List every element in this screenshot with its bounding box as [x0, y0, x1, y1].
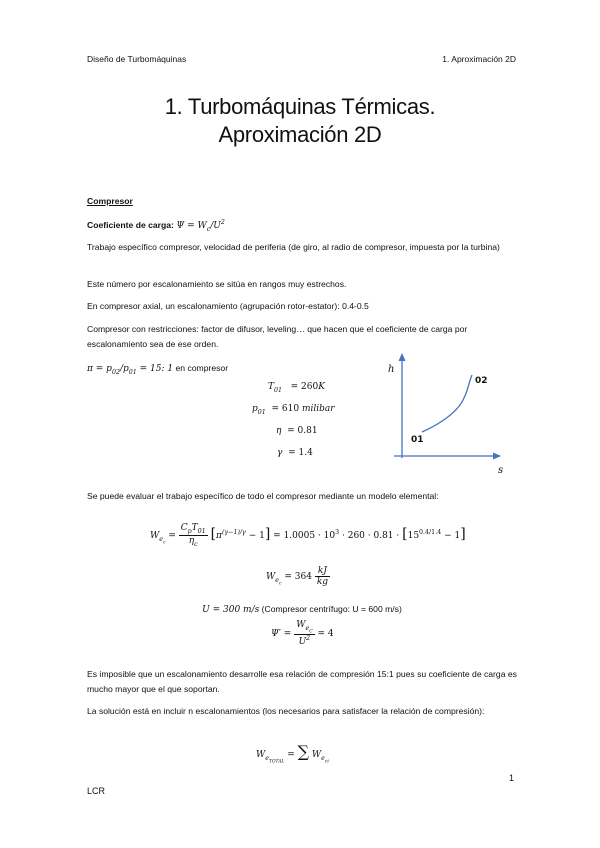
paragraph-8: La solución está en incluir n escalonamientos (los necesarios para satisfacer la relación de compresión):: [87, 706, 485, 716]
state-02-label: 02: [475, 376, 488, 386]
h-s-diagram: [388, 350, 518, 478]
page-number: 1: [509, 773, 515, 783]
paragraph-7: Es imposible que un escalonamiento desarrolle esa relación de compresión 15:1 pues su coeficiente de carga es mucho mayor que el que soportan.: [87, 669, 517, 694]
compression-curve: [422, 375, 472, 432]
work-result-value: = 364: [284, 572, 312, 582]
given-p01: $p_{01} = 610$ milibar: [252, 404, 335, 416]
paragraph-1: Trabajo específico compresor, velocidad de periferia (de giro, al radio de compresor, impuesta por la turbina): [87, 242, 500, 252]
footer-author: LCR: [87, 786, 106, 796]
header-right: 1. Aproximación 2D: [442, 54, 516, 64]
load-coefficient-label: Coeficiente de carga:: [87, 220, 174, 230]
paragraph-6: Se puede evaluar el trabajo específico de todo el compresor mediante un modelo elemental:: [87, 491, 439, 501]
h-axis-label: h: [388, 364, 395, 375]
total-work-equation: $W_{e_{TOTAL}}$ = ∑ $W_{e_{ci}}$: [256, 742, 329, 765]
given-eta: η = 0.81: [276, 426, 318, 436]
s-axis-label: s: [498, 465, 504, 476]
given-gamma: γ = 1.4: [277, 448, 313, 458]
work-fraction: $\frac{C_pT_{01}}{\eta_c}$: [180, 523, 206, 548]
header-left: Diseño de Turbomáquinas: [87, 54, 187, 64]
paragraph-4: Compresor con restricciones: factor de difusor, leveling… que hacen que el coeficiente de carga por escalonamiento sea de ese orden.: [87, 324, 468, 349]
page-title-line2: Aproximación 2D: [218, 122, 382, 147]
state-01-label: 01: [411, 435, 424, 445]
load-coefficient-value: = 4: [317, 629, 334, 640]
load-coefficient-line: [87, 216, 517, 237]
work-rhs-a: = 1.0005 · 10: [273, 530, 336, 541]
velocity-line: [87, 602, 517, 618]
load-coefficient-formula: $\Psi = W_c/U^2$: [176, 219, 225, 233]
paragraph-2: Este número por escalonamiento se sitúa en rangos muy estrechos.: [87, 279, 347, 289]
h-axis-arrow: [399, 353, 406, 361]
work-rhs-exp: 3: [335, 528, 340, 536]
paragraph-3: En compresor axial, un escalonamiento (agrupación rotor-estator): 0.4-0.5: [87, 301, 369, 311]
velocity-note: (Compresor centrífugo: U = 600 m/s): [261, 604, 402, 614]
work-equation: $W_{e_c}$ = $\frac{C_pT_{01}}{\eta_c}$ $[\pi^{(\gamma-1)/\gamma} - 1] = 1.0005 \cdot 10^3 \cdot 260 \cdot 0.81 \cdot [15^{0.4/1.4} - 1]$: [150, 523, 466, 548]
work-result-unit: $\frac{kJ}{kg}$: [316, 566, 329, 587]
section-heading: Compresor: [87, 196, 133, 206]
velocity-value: U = 300 m/s: [202, 605, 260, 615]
load-coefficient-fraction: $\frac{W_{e_C}}{U^2}$: [296, 620, 313, 648]
page-title-line1: 1. Turbomáquinas Térmicas.: [164, 94, 436, 119]
pressure-ratio-suffix: en compresor: [175, 363, 229, 373]
s-axis-arrow: [493, 453, 501, 460]
pressure-ratio-formula: $\pi = p_{02}/p_{01} = 15$: 1: [87, 364, 174, 376]
load-coefficient-result: Ψ′ = $\frac{W_{e_C}}{U^2}$ = 4: [271, 620, 334, 648]
given-t01: $T_{01} = 260K$: [268, 382, 325, 394]
work-rhs-b: · 260 · 0.81 ·: [342, 530, 400, 541]
work-result: $W_{e_c} = 364$ $\frac{kJ}{kg}$: [266, 566, 329, 587]
